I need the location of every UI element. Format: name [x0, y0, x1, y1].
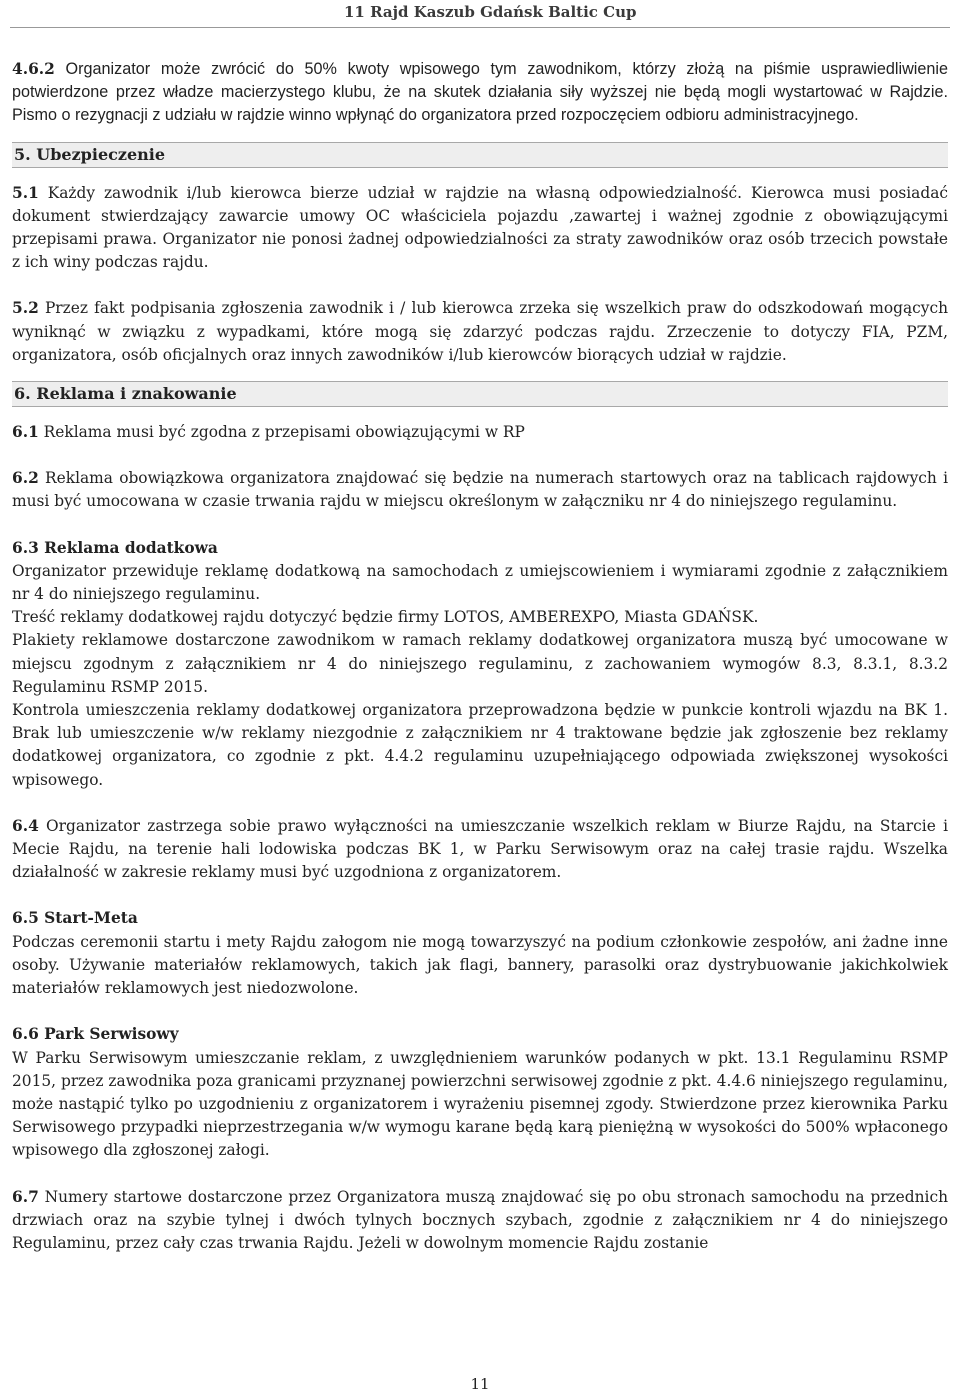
paragraph-6-3-line-4: Kontrola umieszczenia reklamy dodatkowej organizatora przeprowadzona będzie w punkcie kontroli wjazdu na BK 1. Brak lub umieszczenie w/w reklamy niezgodnie z załącznikiem nr 4 traktowane będzie jak zgłoszenie bez reklamy dodatkowej organizatora, co zgodnie z pkt. 4.4.2 regulaminu uzupełniającego odpowiada zwiększonej wysokości wpisowego.	[12, 701, 948, 789]
section-heading-6: 6. Reklama i znakowanie	[12, 381, 948, 407]
paragraph-6-3-line-1: Organizator przewiduje reklamę dodatkową na samochodach z umiejscowieniem i wymiarami zgodnie z załącznikiem nr 4 do niniejszego regulaminu.	[12, 561, 948, 604]
paragraph-number: 5.2	[12, 299, 39, 318]
paragraph-6-7	[12, 1186, 948, 1256]
paragraph-number: 6.2	[12, 469, 39, 488]
paragraph-6-4	[12, 815, 948, 885]
document-body	[12, 58, 948, 1255]
paragraph-6-3-line-3: Plakiety reklamowe dostarczone zawodnikom w ramach reklamy dodatkowej organizatora muszą być umocowane w miejscu zgodnym z załącznikiem nr 4 do niniejszego regulaminu, z zachowaniem wymogów 8.3, 8.3.1, 8.3.2 Regulaminu RSMP 2015.	[12, 631, 948, 696]
paragraph-6-6: W Parku Serwisowym umieszczanie reklam, z uwzględnieniem warunków podanych w pkt. 13.1 Regulaminu RSMP 2015, przez zawodnika poza granicami przyznanej powierzchni serwisowej zgodnie z pkt. 4.4.6 niniejszego regulaminu, może nastąpić tylko po uzgodnieniu z organizatorem i wyrażeniu pisemnej zgody. Stwierdzone przez kierownika Parku Serwisowego przypadki nieprzestrzegania w/w wymogu karane będą karą pieniężną w wysokości do 500% wpłaconego wpisowego dla zgłoszonej załogi.	[12, 1048, 948, 1160]
paragraph-text: Organizator zastrzega sobie prawo wyłączności na umieszczanie wszelkich reklam w Biurze Rajdu, na Starcie i Mecie Rajdu, na terenie hali lodowiska podczas BK 1, w Parku Serwisowym oraz na całej trasie rajdu. Wszelka działalność w zakresie reklamy musi być uzgodniona z organizatorem.	[12, 816, 948, 882]
header-divider	[10, 27, 950, 28]
paragraph-text: Pismo o rezygnacji z udziału w rajdzie winno wpłynąć do organizatora przed rozpoczęciem odbioru administracyjnego.	[12, 106, 859, 125]
paragraph-number: 6.1	[12, 423, 39, 442]
paragraph-4-6-2	[12, 58, 948, 128]
paragraph-number: 5.1	[12, 183, 39, 202]
subheading-6-6: 6.6 Park Serwisowy	[12, 1025, 179, 1044]
document-title: 11 Rajd Kaszub Gdańsk Baltic Cup	[344, 3, 637, 21]
paragraph-6-3-line-2: Treść reklamy dodatkowej rajdu dotyczyć będzie firmy LOTOS, AMBEREXPO, Miasta GDAŃSK.	[12, 608, 759, 627]
paragraph-text: Numery startowe dostarczone przez Organizatora muszą znajdować się po obu stronach samochodu na przednich drzwiach oraz na szybie tylnej i dwóch tylnych bocznych szybach, zgodnie z załącznikiem nr 4 do niniejszego Regulaminu, przez cały czas trwania Rajdu. Jeżeli w dowolnym momencie Rajdu zostanie	[12, 1187, 948, 1252]
paragraph-5-2	[12, 297, 948, 367]
page-number: 11	[470, 1375, 490, 1393]
paragraph-text: Przez fakt podpisania zgłoszenia zawodnik i / lub kierowca zrzeka się wszelkich praw do odszkodowań mogących wyniknąć w związku z wypadkami, które mogą się zdarzyć podczas rajdu. Zrzeczenie to dotyczy FIA, PZM, organizatora, osób oficjalnych oraz innych zawodników i/lub kierowców biorących udział w rajdzie.	[12, 299, 948, 364]
paragraph-5-1	[12, 182, 948, 275]
page-header	[0, 0, 960, 26]
paragraph-6-5: Podczas ceremonii startu i mety Rajdu załogom nie mogą towarzyszyć na podium członkowie zespołów, ani żadne inne osoby. Używanie materiałów reklamowych, takich jak flagi, bannery, parasolki oraz dystrybuowanie jakichkolwiek materiałów reklamowych jest niedozwolone.	[12, 932, 948, 998]
paragraph-6-2	[12, 467, 948, 513]
subheading-6-3: 6.3 Reklama dodatkowa	[12, 538, 218, 557]
paragraph-text: Każdy zawodnik i/lub kierowca bierze udział w rajdzie na własną odpowiedzialność. Kierowca musi posiadać dokument stwierdzający zawarcie umowy OC właściciela pojazdu ,zawartej i ważnej zgodnie z obowiązującymi przepisami prawa. Organizator nie ponosi żadnej odpowiedzialności za straty zawodników oraz osób trzecich powstałe z ich winy podczas rajdu.	[12, 183, 948, 272]
paragraph-number: 6.4	[12, 816, 39, 835]
paragraph-6-1	[12, 421, 948, 444]
subheading-6-5: 6.5 Start-Meta	[12, 909, 138, 928]
section-heading-5: 5. Ubezpieczenie	[12, 142, 948, 168]
paragraph-text: Reklama obowiązkowa organizatora znajdować się będzie na numerach startowych oraz na tablicach rajdowych i musi być umocowana w czasie trwania rajdu w miejscu określonym w załączniku nr 4 do niniejszego regulaminu.	[12, 469, 948, 511]
paragraph-number: 6.7	[12, 1187, 39, 1206]
paragraph-number: 4.6.2	[12, 60, 55, 78]
paragraph-text: Reklama musi być zgodna z przepisami obowiązującymi w RP	[38, 423, 525, 442]
paragraph-text: Organizator może zwrócić do 50% kwoty wpisowego tym zawodnikom, którzy złożą na piśmie usprawiedliwienie potwierdzone przez władze macierzystego klubu, że na skutek działania siły wyższej nie będą mogli wystartować w Rajdzie.	[12, 60, 948, 102]
